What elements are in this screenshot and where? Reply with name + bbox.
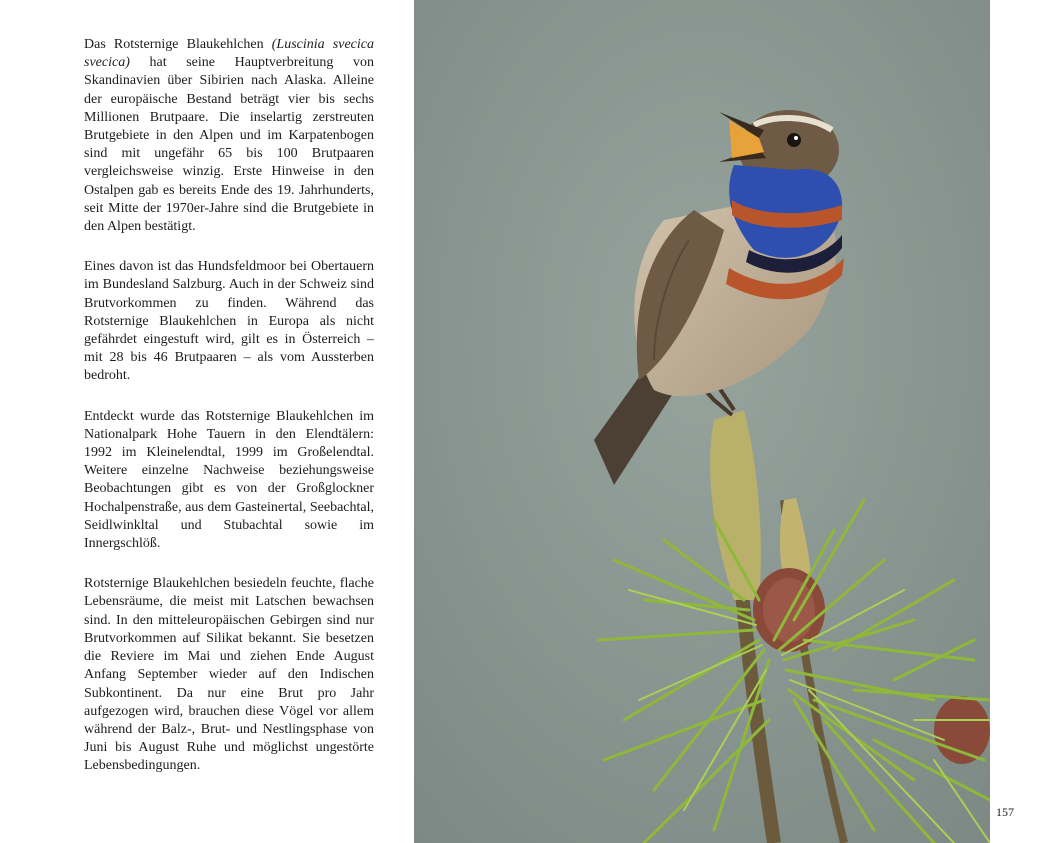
scientific-name: (Luscinia svecica svecica) xyxy=(84,37,374,71)
paragraph-1-text-b: hat seine Hauptverbreitung von Skandinavien über Sibirien nach Alaska. Alleine der europäische Bestand beträgt vier bis sechs Millionen Brutpaare. Die inselartig zerstreuten Brutgebiete in den Alpen und im Karpatenbogen sind mit ungefähr 65 bis 100 Brutpaaren vergleichsweise winzig. Erste Hinweise in den Ostalpen gab es bereits Ende des 19. Jahrhunderts, seit Mitte der 1970er-Jahre sind die Brutgebiete in den Alpen bestätigt. xyxy=(84,55,374,235)
article-text xyxy=(84,36,374,798)
page-number: 157 xyxy=(996,805,1014,819)
paragraph-1 xyxy=(84,36,374,236)
paragraph-4: Rotsternige Blaukehlchen besiedeln feuchte, flache Lebensräume, die meist mit Latschen bewachsen sind. In den mitteleuropäischen Gebirgen sind nur Brutvorkommen auf Silikat bekannt. Sie besetzen die Reviere im Mai und ziehen Ende August Anfang September wieder auf den Indischen Subkontinent. Da nur eine Brut pro Jahr aufgezogen wird, brauchen diese Vögel vor allem während der Balz-, Brut- und Nestlingsphase von Juni bis August Ruhe und möglichst ungestörte Lebensbedingungen. xyxy=(84,576,374,774)
paragraph-3: Entdeckt wurde das Rotsternige Blaukehlchen im Nationalpark Hohe Tauern in den Elendtälern: 1992 im Kleinelendtal, 1999 im Großelendtal. Weitere einzelne Nachweise beziehungsweise Beobachtungen gibt es von der Großglockner Hochalpenstraße, aus dem Gasteinertal, Seebachtal, Seidlwinkltal und Stubachtal sowie im Innergschlöß. xyxy=(84,408,374,552)
paragraph-2: Eines davon ist das Hundsfeldmoor bei Obertauern im Bundesland Salzburg. Auch in der Schweiz sind Brutvorkommen zu finden. Während das Rotsternige Blaukehlchen in Europa als nicht gefährdet eingestuft wird, gilt es in Österreich – mit 28 bis 46 Brutpaaren – als vom Aussterben bedroht. xyxy=(84,259,374,384)
bluethroat-photo xyxy=(414,0,990,843)
paragraph-1-text-a: Das Rotsternige Blaukehlchen xyxy=(84,37,272,52)
bluethroat-singing-on-pine-branch-icon xyxy=(414,0,990,843)
